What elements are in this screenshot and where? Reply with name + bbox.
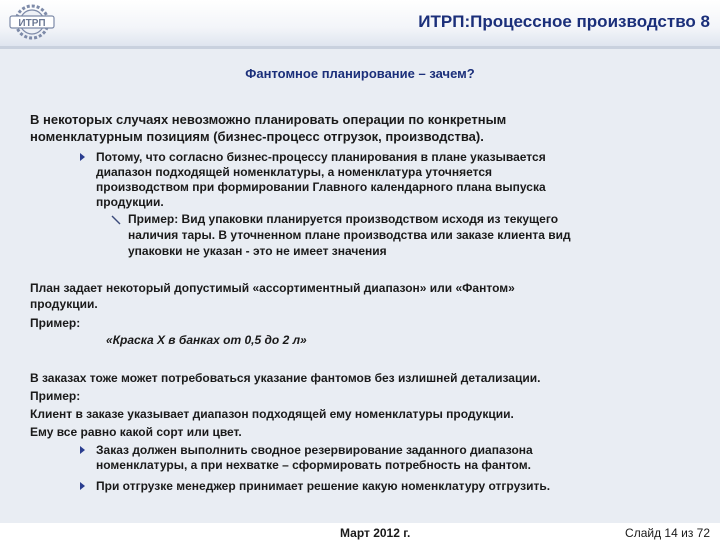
- orders-line: Клиент в заказе указывает диапазон подходящей ему номенклатуры продукции.: [30, 407, 514, 421]
- orders-line: Пример:: [30, 389, 81, 403]
- plan-line: продукции.: [30, 297, 98, 311]
- bullet-line: Заказ должен выполнить сводное резервирование заданного диапазона: [96, 443, 533, 457]
- svg-text:ИТРП: ИТРП: [18, 18, 46, 29]
- bullet-arrow-icon: [80, 153, 85, 161]
- sub-bullet-line: упаковки не указан - это не имеет значения: [128, 244, 387, 258]
- plan-line: План задает некоторый допустимый «ассортиментный диапазон» или «Фантом»: [30, 281, 515, 295]
- orders-line: Ему все равно какой сорт или цвет.: [30, 425, 242, 439]
- footer-date: Март 2012 г.: [340, 526, 411, 540]
- slide-number: Слайд 14 из 72: [625, 526, 710, 540]
- example-text: «Краска Х в банках от 0,5 до 2 л»: [106, 333, 307, 347]
- example-label: Пример:: [30, 316, 81, 330]
- slide-title: ИТРП:Процессное производство 8: [418, 12, 710, 31]
- subtitle: Фантомное планирование – зачем?: [245, 66, 475, 81]
- intro-line: В некоторых случаях невозможно планировать операции по конкретным: [30, 112, 507, 127]
- orders-line: В заказах тоже может потребоваться указание фантомов без излишней детализации.: [30, 371, 541, 385]
- bullet-line: продукции.: [96, 195, 164, 209]
- bullet-arrow-icon: [80, 482, 85, 490]
- bullet-line: производством при формировании Главного календарного плана выпуска: [96, 180, 546, 194]
- bullet-line: При отгрузке менеджер принимает решение какую номенклатуру отгрузить.: [96, 479, 551, 493]
- sub-bullet-line: Пример: Вид упаковки планируется производством исходя из текущего: [128, 212, 559, 226]
- itrp-logo: [6, 4, 58, 40]
- bullet-line: номенклатуры, а при нехватке – сформировать потребность на фантом.: [96, 458, 531, 472]
- bullet-line: диапазон подходящей номенклатуры, а номенклатура уточняется: [96, 165, 493, 179]
- bullet-line: Потому, что согласно бизнес-процессу планирования в плане указывается: [96, 150, 546, 164]
- bullet-arrow-icon: [80, 446, 85, 454]
- sub-bullet-icon: [110, 214, 122, 226]
- intro-line: номенклатурным позициям (бизнес-процесс отгрузок, производства).: [30, 129, 484, 144]
- sub-bullet-line: наличия тары. В уточненном плане производства или заказе клиента вид: [128, 228, 571, 242]
